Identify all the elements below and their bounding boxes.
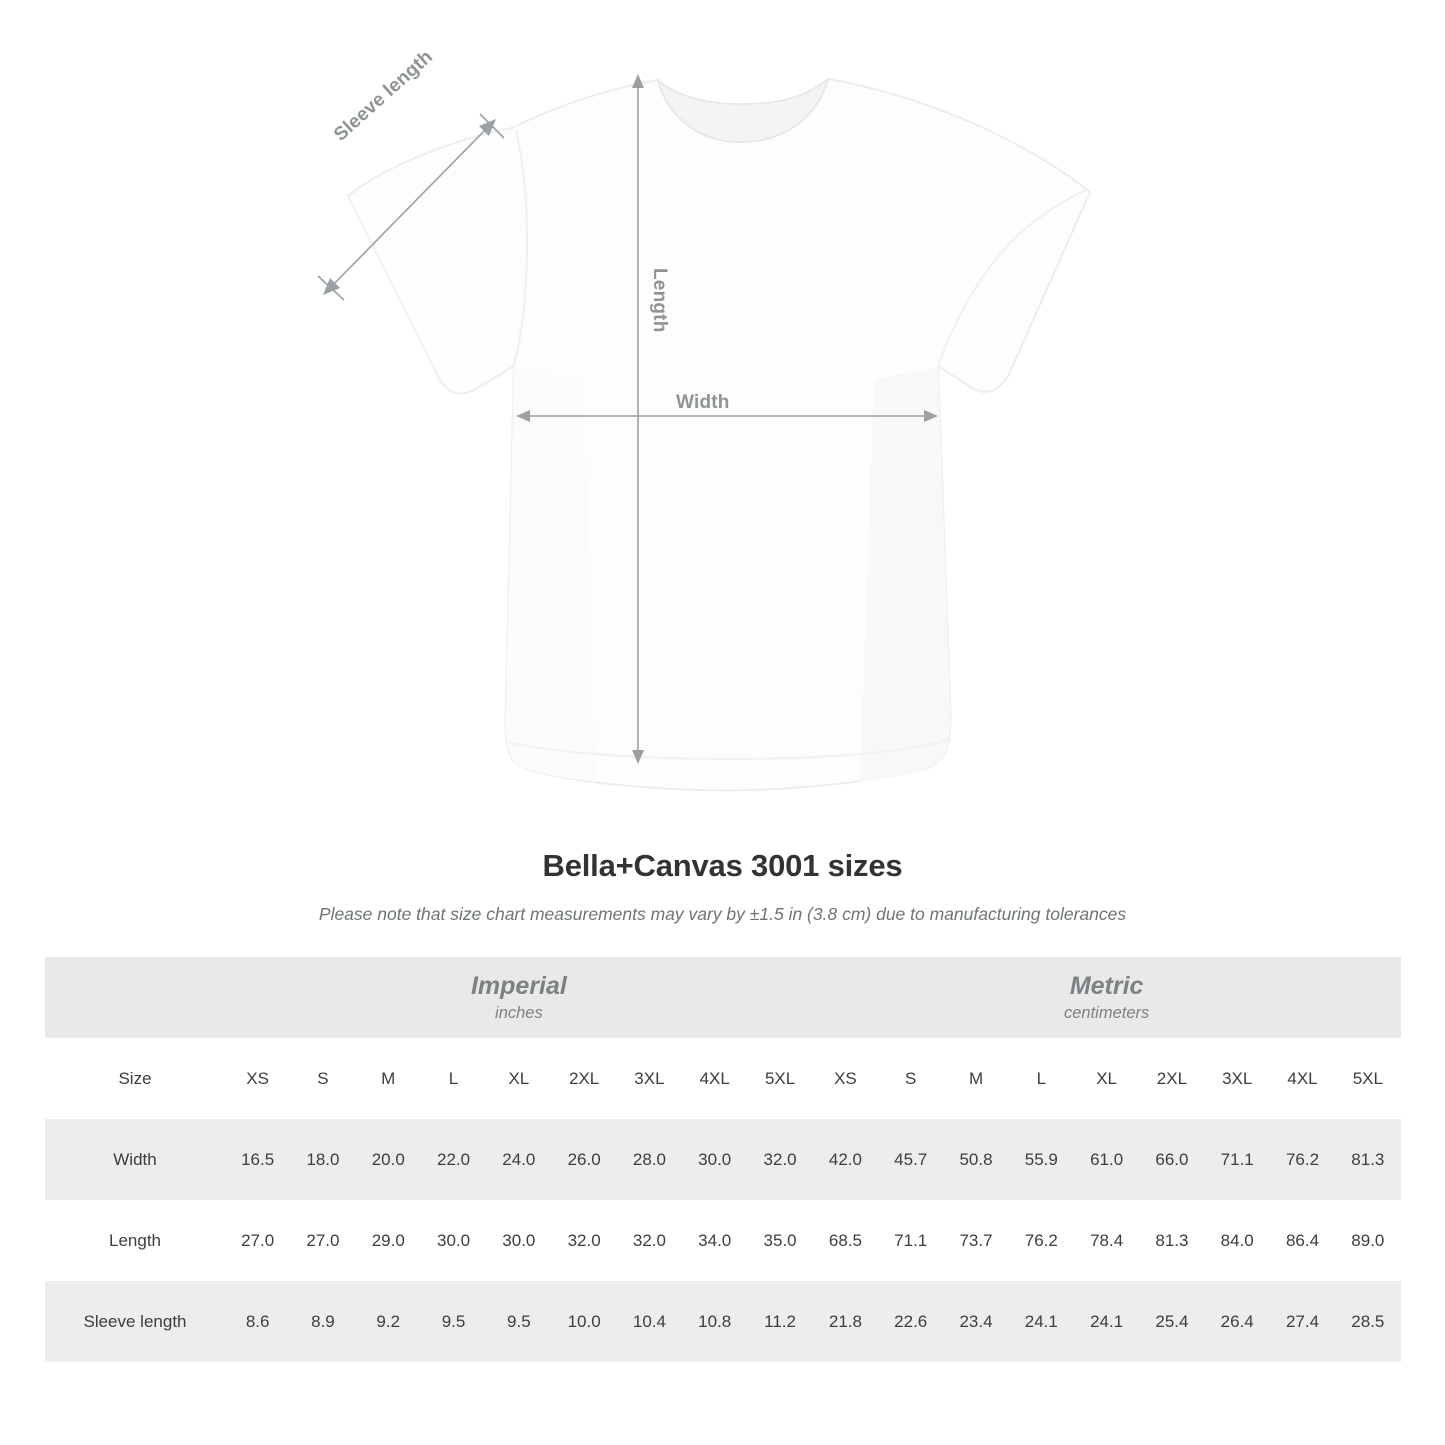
table-cell: 8.9 bbox=[290, 1281, 355, 1362]
size-column-header: S bbox=[290, 1038, 355, 1119]
table-row bbox=[45, 1119, 1401, 1200]
table-cell: 22.0 bbox=[421, 1119, 486, 1200]
width-label: Width bbox=[676, 392, 730, 413]
table-row bbox=[45, 1200, 1401, 1281]
table-cell: 66.0 bbox=[1139, 1119, 1204, 1200]
table-cell: 45.7 bbox=[878, 1119, 943, 1200]
table-cell: 22.6 bbox=[878, 1281, 943, 1362]
table-cell: 34.0 bbox=[682, 1200, 747, 1281]
table-cell: 71.1 bbox=[1205, 1119, 1270, 1200]
table-cell: 20.0 bbox=[356, 1119, 421, 1200]
table-cell: 89.0 bbox=[1335, 1200, 1400, 1281]
table-cell: 55.9 bbox=[1009, 1119, 1074, 1200]
length-label: Length bbox=[649, 268, 670, 333]
size-column-header: 2XL bbox=[1139, 1038, 1204, 1119]
size-column-header: XL bbox=[1074, 1038, 1139, 1119]
table-cell: 27.0 bbox=[290, 1200, 355, 1281]
size-column-header: 5XL bbox=[1335, 1038, 1400, 1119]
unit-group-unit: centimeters bbox=[1064, 1004, 1150, 1023]
table-cell: 24.1 bbox=[1009, 1281, 1074, 1362]
table-cell: 86.4 bbox=[1270, 1200, 1335, 1281]
size-column-header: 3XL bbox=[1205, 1038, 1270, 1119]
table-cell: 10.0 bbox=[551, 1281, 616, 1362]
table-cell: 61.0 bbox=[1074, 1119, 1139, 1200]
table-cell: 78.4 bbox=[1074, 1200, 1139, 1281]
table-cell: 76.2 bbox=[1270, 1119, 1335, 1200]
table-cell: 42.0 bbox=[813, 1119, 878, 1200]
table-cell: 81.3 bbox=[1139, 1200, 1204, 1281]
size-column-header: XS bbox=[813, 1038, 878, 1119]
table-cell: 26.0 bbox=[551, 1119, 616, 1200]
row-label: Length bbox=[45, 1200, 225, 1281]
size-column-header: 4XL bbox=[1270, 1038, 1335, 1119]
table-cell: 30.0 bbox=[486, 1200, 551, 1281]
table-cell: 24.0 bbox=[486, 1119, 551, 1200]
size-column-header: 2XL bbox=[551, 1038, 616, 1119]
table-cell: 23.4 bbox=[943, 1281, 1008, 1362]
table-cell: 73.7 bbox=[943, 1200, 1008, 1281]
table-cell: 9.2 bbox=[356, 1281, 421, 1362]
unit-group-imperial bbox=[225, 957, 813, 1038]
page-title: Bella+Canvas 3001 sizes bbox=[542, 848, 903, 883]
row-label: Width bbox=[45, 1119, 225, 1200]
unit-group-metric bbox=[813, 957, 1401, 1038]
table-cell: 30.0 bbox=[682, 1119, 747, 1200]
size-header-label: Size bbox=[45, 1038, 225, 1119]
size-column-header: XL bbox=[486, 1038, 551, 1119]
unit-header-row bbox=[45, 957, 1401, 1038]
table-cell: 29.0 bbox=[356, 1200, 421, 1281]
size-column-header: M bbox=[943, 1038, 1008, 1119]
size-chart-table bbox=[45, 957, 1401, 1362]
table-cell: 35.0 bbox=[747, 1200, 812, 1281]
unit-group-unit: inches bbox=[495, 1004, 543, 1023]
table-cell: 10.8 bbox=[682, 1281, 747, 1362]
table-cell: 18.0 bbox=[290, 1119, 355, 1200]
table-cell: 9.5 bbox=[486, 1281, 551, 1362]
size-column-header: 4XL bbox=[682, 1038, 747, 1119]
tolerance-note: Please note that size chart measurements may vary by ±1.5 in (3.8 cm) due to manufacturing tolerances bbox=[318, 904, 1127, 924]
size-column-header: L bbox=[1009, 1038, 1074, 1119]
size-column-header: XS bbox=[225, 1038, 290, 1119]
table-cell: 81.3 bbox=[1335, 1119, 1400, 1200]
table-cell: 30.0 bbox=[421, 1200, 486, 1281]
table-cell: 10.4 bbox=[617, 1281, 682, 1362]
table-cell: 32.0 bbox=[747, 1119, 812, 1200]
sleeve-length-label: Sleeve length bbox=[330, 46, 438, 146]
table-cell: 27.4 bbox=[1270, 1281, 1335, 1362]
size-column-header: L bbox=[421, 1038, 486, 1119]
table-cell: 11.2 bbox=[747, 1281, 812, 1362]
size-chart-table-wrapper bbox=[45, 957, 1400, 1362]
table-cell: 71.1 bbox=[878, 1200, 943, 1281]
table-cell: 84.0 bbox=[1205, 1200, 1270, 1281]
size-column-header: 5XL bbox=[747, 1038, 812, 1119]
size-column-header: M bbox=[356, 1038, 421, 1119]
table-row bbox=[45, 1281, 1401, 1362]
table-cell: 28.0 bbox=[617, 1119, 682, 1200]
table-cell: 21.8 bbox=[813, 1281, 878, 1362]
table-cell: 9.5 bbox=[421, 1281, 486, 1362]
table-cell: 68.5 bbox=[813, 1200, 878, 1281]
table-cell: 32.0 bbox=[551, 1200, 616, 1281]
size-header-row bbox=[45, 1038, 1401, 1119]
table-cell: 26.4 bbox=[1205, 1281, 1270, 1362]
size-column-header: S bbox=[878, 1038, 943, 1119]
unit-group-name: Imperial bbox=[470, 971, 567, 1000]
size-column-header: 3XL bbox=[617, 1038, 682, 1119]
row-label: Sleeve length bbox=[45, 1281, 225, 1362]
table-cell: 76.2 bbox=[1009, 1200, 1074, 1281]
unit-group-name: Metric bbox=[1069, 971, 1144, 1000]
table-cell: 16.5 bbox=[225, 1119, 290, 1200]
table-cell: 50.8 bbox=[943, 1119, 1008, 1200]
table-cell: 8.6 bbox=[225, 1281, 290, 1362]
unit-header-spacer bbox=[45, 957, 225, 1038]
table-cell: 28.5 bbox=[1335, 1281, 1400, 1362]
table-cell: 32.0 bbox=[617, 1200, 682, 1281]
table-cell: 24.1 bbox=[1074, 1281, 1139, 1362]
table-cell: 27.0 bbox=[225, 1200, 290, 1281]
chart-heading bbox=[0, 848, 1445, 925]
table-cell: 25.4 bbox=[1139, 1281, 1204, 1362]
